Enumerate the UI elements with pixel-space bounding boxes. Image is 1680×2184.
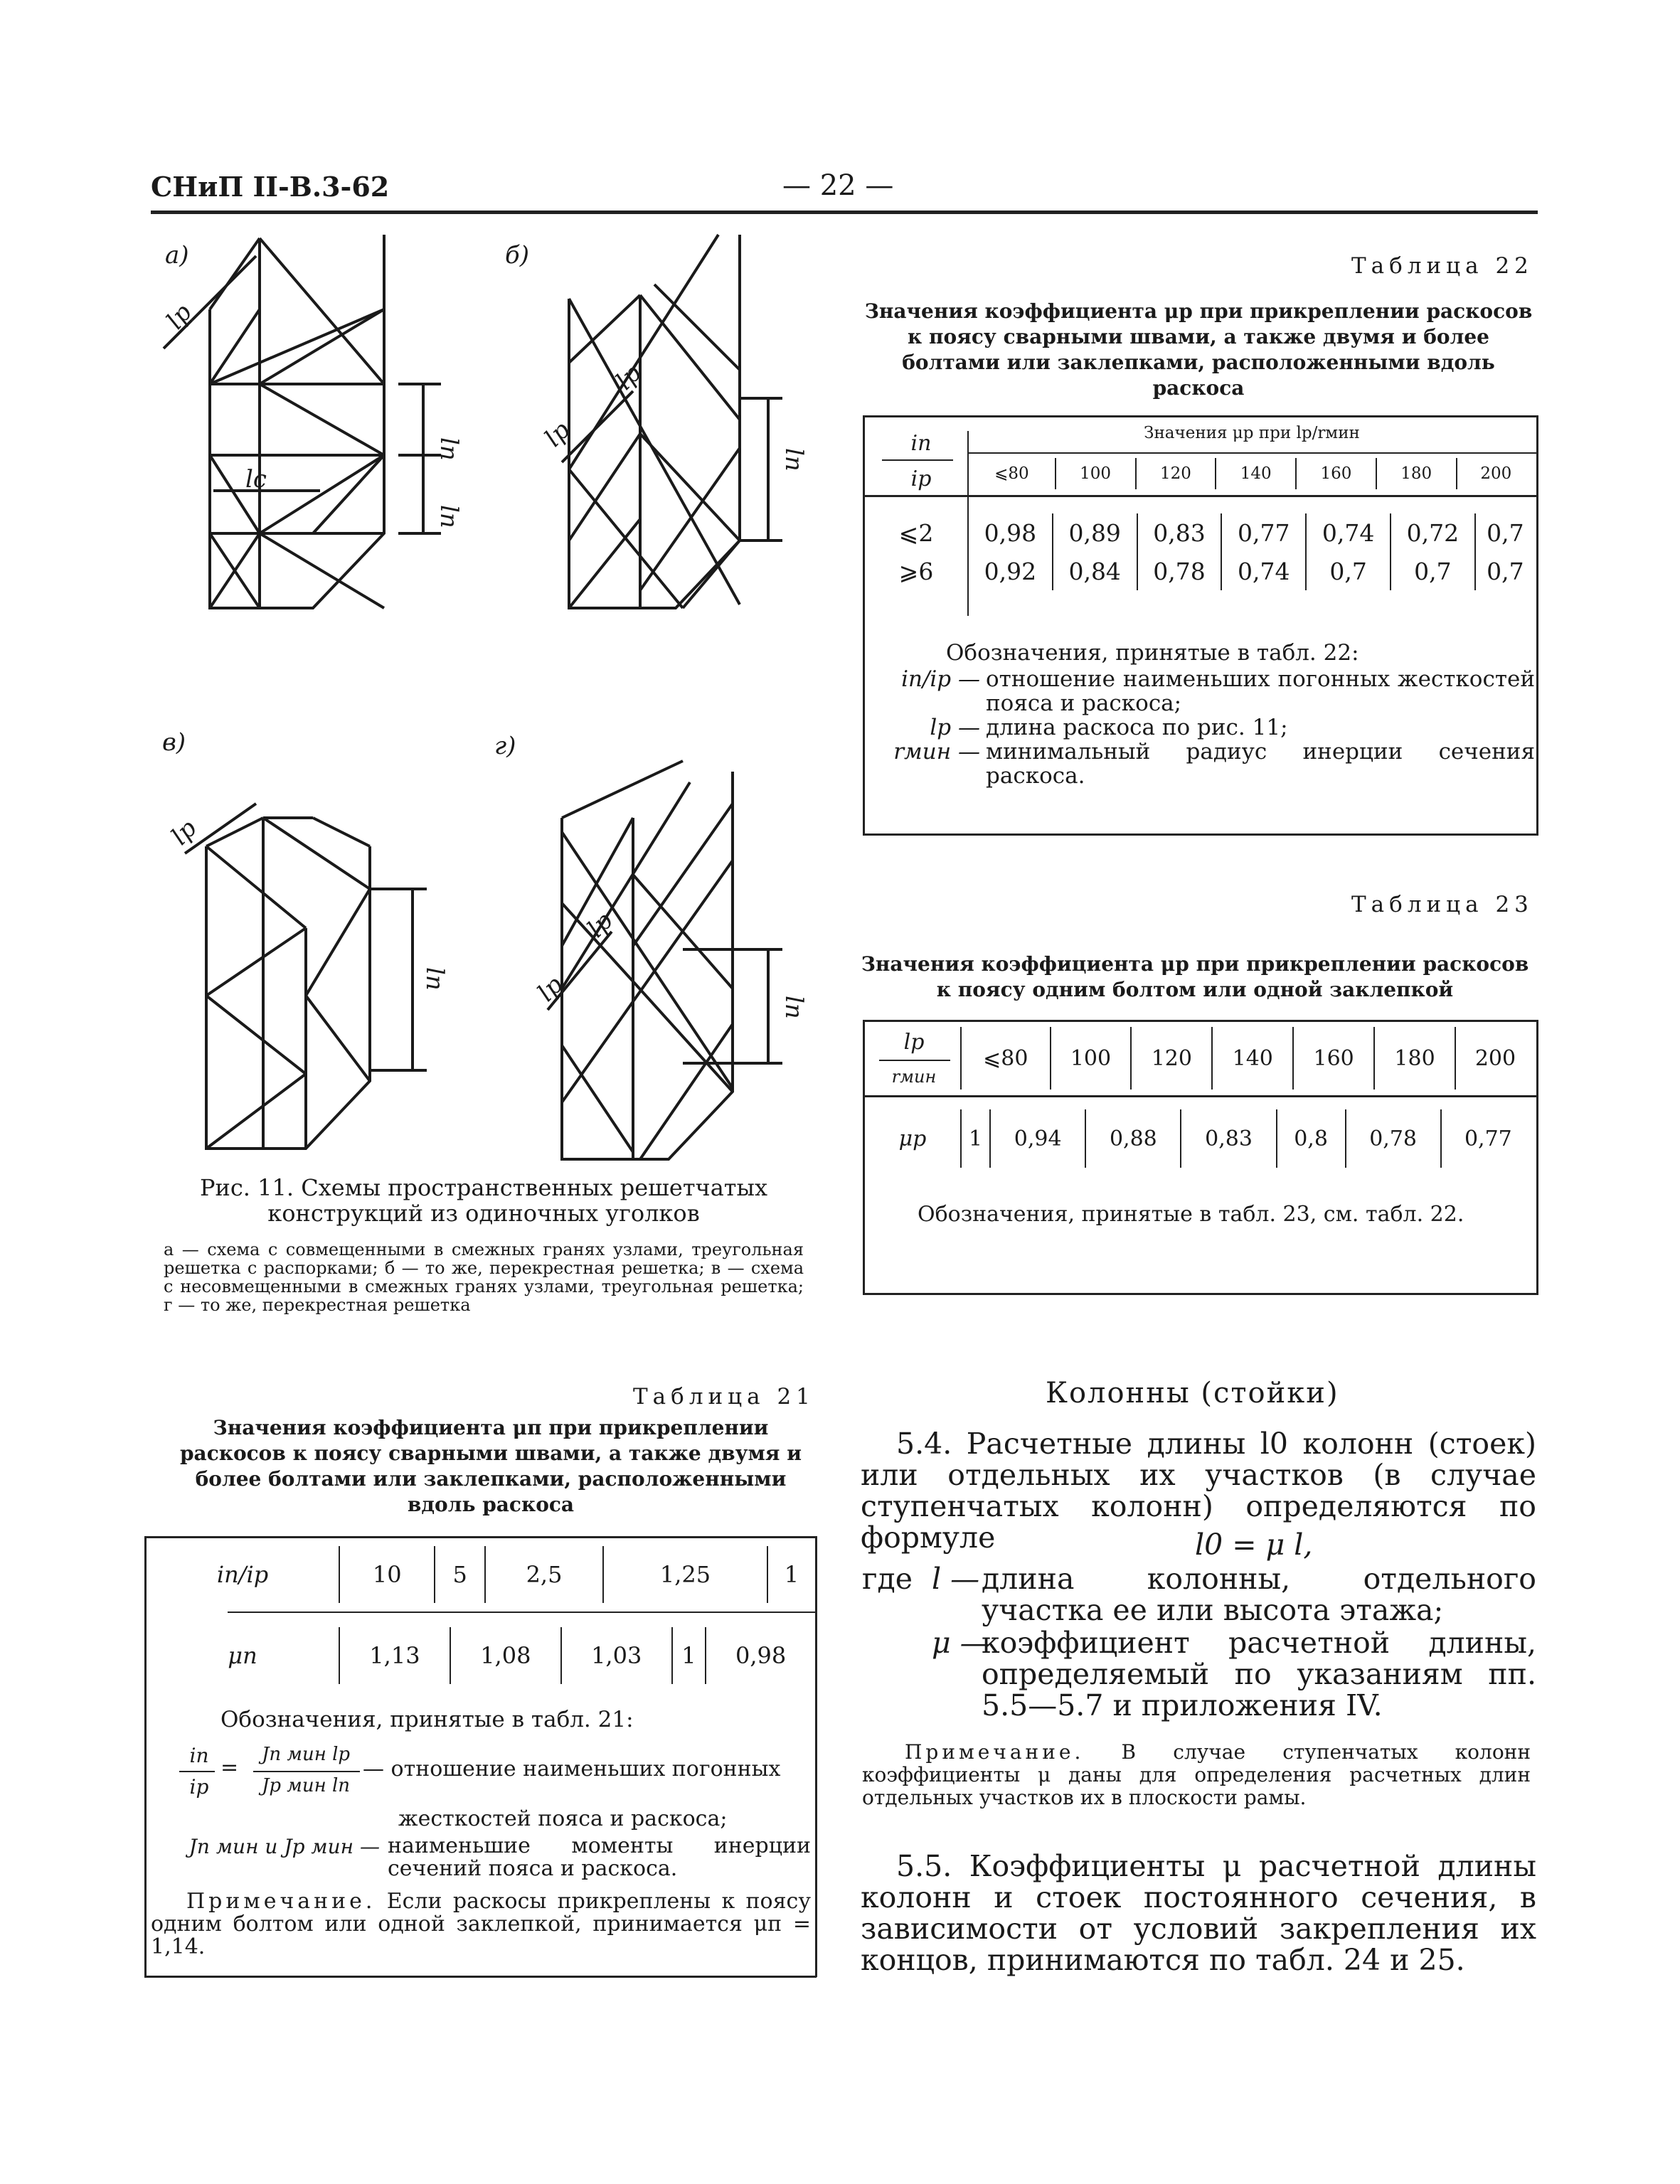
figure-legend: а — схема с совмещенными в смежных гранях узлами, треугольная решетка с распорками; б — то же, перекрестная решетка; в — схема с несовмещенными в смежных гранях узлами, треугольная решетка; г — то же, перекрестная решетка — [164, 1240, 804, 1315]
figure-caption: Рис. 11. Схемы пространственных решетчатых конструкций из одиночных уголков — [200, 1174, 767, 1227]
paragraph-5-5: 5.5. Коэффициенты μ расчетной длины колонн и стоек постоянного сечения, в зависимости от условий закрепления их концов, принимаются по табл. 24 и 25. — [861, 1849, 1536, 1977]
frac-left-bar — [179, 1771, 215, 1772]
note-label: Примечание. — [186, 1889, 376, 1914]
table21-cell: 0,98 — [706, 1627, 815, 1684]
table22-top-rule — [863, 415, 1538, 417]
table23-cell: 0,83 — [1181, 1109, 1276, 1168]
table23-col: 100 — [1051, 1027, 1132, 1090]
table22-left-rule — [863, 415, 865, 835]
table22-header-rule — [863, 495, 1538, 497]
panel-label-g: г) — [494, 732, 516, 760]
table22-cell: 0,74 — [1221, 552, 1306, 590]
table22-col: 100 — [1056, 458, 1136, 489]
table22-note — [866, 740, 1535, 788]
dim-ln-g: lп — [780, 996, 808, 1019]
table23-header-rule — [863, 1095, 1538, 1097]
table22-col-headers — [969, 458, 1535, 489]
table21-row-label: μп — [228, 1642, 257, 1669]
table23-body — [865, 1109, 1535, 1168]
panel-label-v: в) — [162, 728, 186, 757]
table21-row1 — [147, 1546, 815, 1603]
table21-mid-rule — [228, 1612, 817, 1613]
frac-right-top: Jп мин lр — [261, 1744, 351, 1765]
page-number: — 22 — — [782, 169, 894, 202]
table22-title: Значения коэффициента μр при прикреплении раскосов к поясу сварными швами, а также двумя и более болтами или заклепками, расположенными вдоль раскоса — [864, 299, 1533, 400]
note-symbol: rмин — — [893, 739, 980, 765]
table23-col: 200 — [1455, 1027, 1535, 1090]
frac-text: — отношение наименьших погонных — [363, 1757, 781, 1781]
table21-col: 1,25 — [603, 1546, 767, 1603]
table21-top-rule — [144, 1536, 817, 1538]
frac-right-bottom: Jр мин lп — [261, 1775, 351, 1796]
table22-header-group: Значения μр при lр/rмин — [1144, 424, 1360, 442]
dim-lp-g1: lр — [532, 970, 569, 1008]
table21-title: Значения коэффициента μп при прикреплении раскосов к поясу сварными швами, а также двумя и более болтами или заклепками, расположенными вдоль раскоса — [179, 1416, 802, 1516]
table21-note — [151, 1890, 811, 1959]
table21-bottom-rule — [144, 1976, 817, 1978]
table22-rowhead-bar — [882, 459, 953, 461]
table21-col: 1 — [767, 1546, 815, 1603]
dim-ln-a2: lп — [435, 505, 463, 528]
table22-row-label: ⩾6 — [898, 557, 934, 585]
table23-label: Таблица 23 — [1351, 892, 1533, 917]
table21-col: 2,5 — [485, 1546, 603, 1603]
table23-right-rule — [1536, 1020, 1538, 1294]
scheme-g — [532, 761, 808, 1159]
table22-cell: 0,92 — [968, 552, 1053, 590]
j-symbol: Jп мин и Jр мин — — [188, 1835, 380, 1858]
table-row — [147, 1546, 815, 1603]
table23-title: Значения коэффициента μр при прикреплении раскосов к поясу одним болтом или одной заклепкой — [861, 952, 1529, 1001]
table22-right-rule — [1536, 415, 1538, 835]
table22-cell: 0,72 — [1391, 513, 1475, 552]
table22-rowhead-top: iп — [910, 431, 932, 456]
section-heading: Колонны (стойки) — [1046, 1377, 1339, 1410]
where-word: где — [862, 1562, 913, 1596]
table21-notes-title: Обозначения, принятые в табл. 21: — [220, 1707, 634, 1732]
note-text: минимальный радиус инерции сечения раскоса. — [986, 739, 1535, 789]
dim-lc-a: lс — [245, 465, 267, 494]
table22-row-label: ⩽2 — [898, 518, 934, 547]
table23-head-bar — [879, 1060, 950, 1061]
def2-symbol: μ — — [932, 1626, 989, 1660]
table22-bottom-rule — [863, 833, 1538, 836]
table23-col: 160 — [1293, 1027, 1374, 1090]
frac-equals: = — [220, 1755, 239, 1780]
table21-cell: 1,03 — [561, 1627, 672, 1684]
table22-label: Таблица 22 — [1351, 253, 1533, 279]
table22-cell: 0,7 — [1475, 513, 1535, 552]
table21-cell: 1 — [672, 1627, 706, 1684]
table23-top-rule — [863, 1020, 1538, 1022]
table-row — [865, 1109, 1535, 1168]
table22-cell: 0,7 — [1475, 552, 1535, 590]
table22-rowhead-bottom: iр — [910, 467, 932, 491]
table23-row-label: μр — [898, 1126, 927, 1151]
dim-ln-v: lп — [420, 967, 449, 991]
panel-label-a: а) — [165, 241, 189, 270]
note-text: В случае ступенчатых колонн коэффициенты μ даны для определения расчетных длин отдельных участков их в плоскости рамы. — [862, 1740, 1531, 1809]
table23-cell: 1 — [961, 1109, 990, 1168]
frac-left-top: iп — [189, 1744, 209, 1767]
j-text: наименьшие моменты инерции сечений пояса и раскоса. — [388, 1833, 811, 1881]
dim-ln-b: lп — [780, 448, 808, 472]
table23-cell: 0,78 — [1346, 1109, 1441, 1168]
note-symbol: lр — — [930, 715, 980, 740]
panel-label-b: б) — [505, 241, 530, 270]
table22-col: 140 — [1216, 458, 1296, 489]
frac-right-bar — [253, 1771, 360, 1772]
table21-label: Таблица 21 — [633, 1384, 815, 1410]
table22-col: 120 — [1136, 458, 1216, 489]
table22-cell: 0,84 — [1053, 552, 1137, 590]
table22-cell: 0,7 — [1306, 552, 1391, 590]
table22-cell: 0,98 — [968, 513, 1053, 552]
table22-notes-title: Обозначения, принятые в табл. 22: — [946, 640, 1359, 666]
table23-head-top: lр — [903, 1030, 925, 1055]
dim-lp-b1: lр — [539, 415, 576, 453]
scheme-b — [539, 235, 808, 608]
note-text: Если раскосы прикреплены к поясу одним болтом или одной заклепкой, принимается μп = 1,14. — [151, 1889, 811, 1959]
table22-group-rule — [967, 452, 1536, 454]
table22-cell: 0,77 — [1221, 513, 1306, 552]
table22-note — [866, 715, 1535, 740]
note-label: Примечание. — [905, 1740, 1085, 1764]
table22-cell: 0,83 — [1137, 513, 1222, 552]
table23-col-headers — [960, 1027, 1535, 1090]
table23-cell: 0,8 — [1277, 1109, 1346, 1168]
table23-col: ⩽80 — [961, 1027, 1051, 1090]
document-code: СНиП II-В.3-62 — [151, 171, 390, 203]
table21-col: 5 — [435, 1546, 484, 1603]
table-row — [865, 552, 1535, 590]
dim-lp-g2: lр — [582, 906, 619, 944]
paragraph-5-4: 5.4. Расчетные длины l0 колонн (стоек) или отдельных их участков (в случае ступенчатых колонн) определяются по формуле — [861, 1427, 1536, 1555]
table23-head-bottom: rмин — [891, 1067, 937, 1087]
table22-col: 200 — [1457, 458, 1535, 489]
dim-lp-v: lр — [166, 814, 203, 851]
table22-cell: 0,89 — [1053, 513, 1137, 552]
figure-11-lattice-schemes — [142, 235, 825, 1202]
table22-body — [865, 513, 1535, 590]
note-symbol: iп/iр — — [901, 666, 980, 692]
scheme-a — [161, 235, 463, 608]
table-row — [147, 1627, 815, 1684]
table21-cell: 1,08 — [450, 1627, 561, 1684]
dim-ln-a1: lп — [435, 437, 463, 461]
header-rule — [151, 211, 1538, 214]
table21-right-rule — [815, 1536, 817, 1977]
table21-row-label: iп/iр — [216, 1561, 269, 1588]
table22-col: ⩽80 — [994, 464, 1029, 483]
table22-cell: 0,78 — [1137, 552, 1222, 590]
table22-notes — [866, 667, 1535, 788]
table23-cell: 0,77 — [1441, 1109, 1535, 1168]
note-text: отношение наименьших погонных жесткостей пояса и раскоса; — [986, 666, 1535, 716]
table22-col: 160 — [1296, 458, 1376, 489]
table23-bottom-rule — [863, 1293, 1538, 1295]
note-text: длина раскоса по рис. 11; — [986, 715, 1288, 740]
table22-note — [866, 667, 1535, 715]
table21-row2 — [147, 1627, 815, 1684]
table23-cell: 0,94 — [990, 1109, 1085, 1168]
table23-col: 180 — [1374, 1027, 1455, 1090]
formula: l0 = μ l, — [1195, 1528, 1313, 1562]
frac-left-bottom: iр — [189, 1775, 209, 1799]
table22-cell: 0,74 — [1306, 513, 1391, 552]
table23-cell: 0,88 — [1085, 1109, 1181, 1168]
table-row — [865, 513, 1535, 552]
table23-col: 140 — [1212, 1027, 1293, 1090]
dim-lp-b2: lр — [610, 358, 647, 396]
table21-cell: 1,13 — [339, 1627, 450, 1684]
table21-col: 10 — [339, 1546, 435, 1603]
def1-text: длина колонны, отдельного участка ее или высота этажа; — [982, 1562, 1536, 1627]
table22-body-vsep — [967, 498, 969, 616]
table23-note: Обозначения, принятые в табл. 23, см. табл. 22. — [918, 1202, 1464, 1227]
dim-lp-a: lр — [161, 299, 198, 335]
columns-note — [862, 1741, 1531, 1809]
table22-cell: 0,7 — [1391, 552, 1475, 590]
scheme-v — [166, 804, 449, 1149]
table23-col: 120 — [1131, 1027, 1212, 1090]
def2-text: коэффициент расчетной длины, определяемый по указаниям пп. 5.5—5.7 и приложения IV. — [982, 1626, 1536, 1722]
frac-text-cont: жесткостей пояса и раскоса; — [398, 1806, 728, 1831]
table22-col: 180 — [1376, 458, 1457, 489]
def1-symbol: l — — [932, 1562, 980, 1596]
